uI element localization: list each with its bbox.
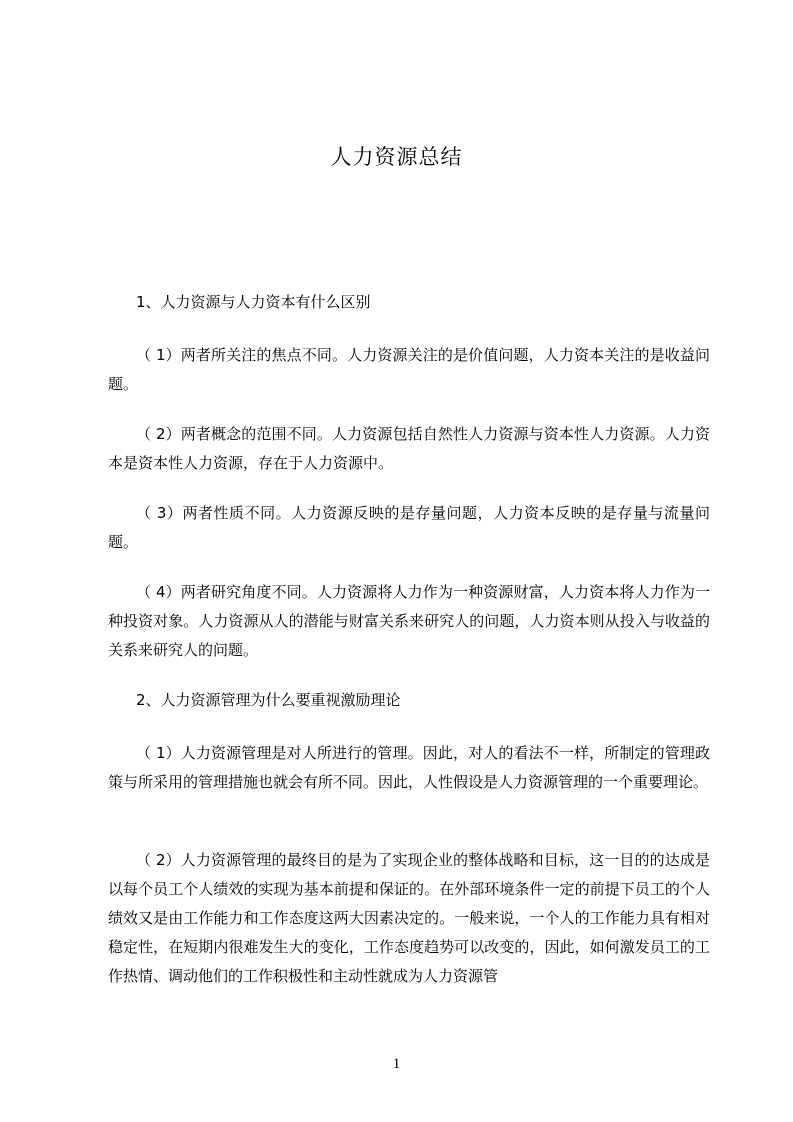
section-1-heading: 1、人力资源与人力资本有什么区别 — [136, 293, 371, 311]
section-1-paragraph-3: （ 3）两者性质不同。人力资源反映的是存量问题，人力资本反映的是存量与流量问题。 — [108, 504, 710, 551]
section-2-heading: 2、人力资源管理为什么要重视激励理论 — [136, 691, 401, 709]
section-1-paragraph-1: （ 1）两者所关注的焦点不同。人力资源关注的是价值问题，人力资本关注的是收益问题。 — [108, 346, 710, 393]
section-2-paragraph-2: （ 2）人力资源管理的最终目的是为了实现企业的整体战略和目标，这一目的的达成是以每个员工个人绩效的实现为基本前提和保证的。在外部环境条件一定的前提下员工的个人绩效又是由工作能力和工作态度这两大因素决定的。一般来说，一个人的工作能力具有相对稳定性，在短期内很难发生大的变化，工作态度趋势可以改变的，因此，如何激发员工的工作热情、调动他们的工作积极性和主动性就成为人力资源管 — [108, 851, 710, 985]
document-title: 人力资源总结 — [330, 145, 463, 169]
section-1-paragraph-4: （ 4）两者研究角度不同。人力资源将人力作为一种资源财富，人力资本将人力作为一种投资对象。人力资源从人的潜能与财富关系来研究人的问题，人力资本则从投入与收益的关系来研究人的问题。 — [108, 583, 710, 659]
page-number: 1 — [392, 1056, 401, 1072]
section-2-paragraph-1: （ 1）人力资源管理是对人所进行的管理。因此，对人的看法不一样，所制定的管理政策与所采用的管理措施也就会有所不同。因此，人性假设是人力资源管理的一个重要理论。 — [108, 744, 710, 791]
section-1-paragraph-2: （ 2）两者概念的范围不同。人力资源包括自然性人力资源与资本性人力资源。人力资本是资本性人力资源，存在于人力资源中。 — [108, 425, 710, 472]
